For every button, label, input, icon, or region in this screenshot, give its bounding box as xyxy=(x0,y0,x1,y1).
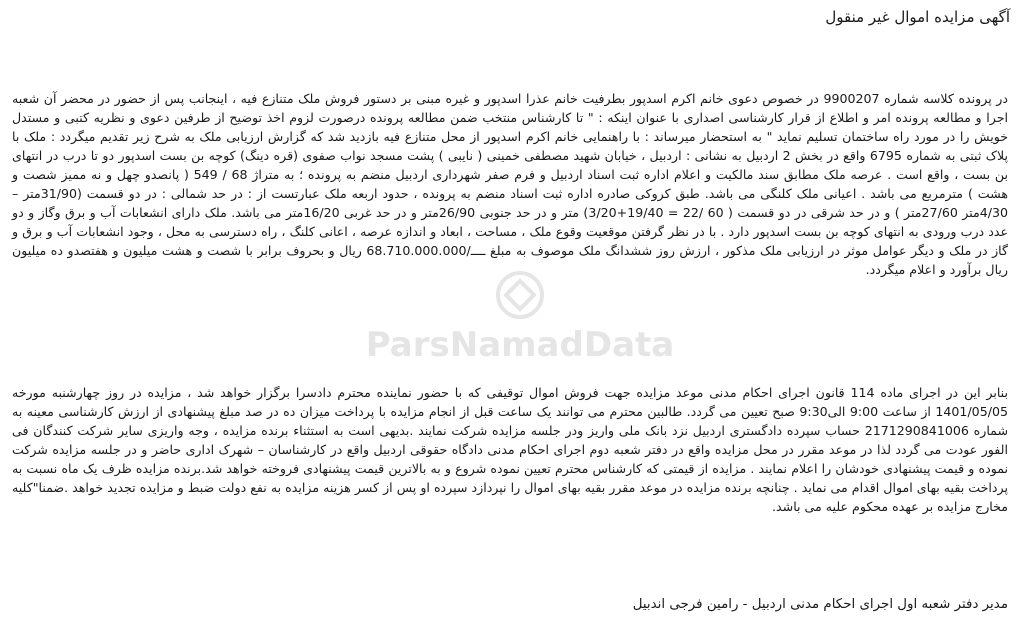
auction-terms-paragraph: بنابر این در اجرای ماده 114 قانون اجرای احکام مدنی موعد مزایده جهت فروش اموال توقیفی که با حضور نماینده محترم دادسرا برگزار خواهد شد ، مزایده در روز چهارشنبه مورخه 1401/05/05 از ساعت 9:00 الی9:30 صبح تعیین می گردد. طالبین محترم می توانند یک ساعت قبل از انجام مزایده با پرداخت میزان ده در صد مبلغ پیشنهادی از ارزش کارشناسی معینه به شماره 2171290841006 حساب سپرده دادگستری اردبیل نزد بانک ملی واریز ودر جلسه مزایده شرکت نمایند .بدیهی است به استثناء برنده مزایده ، وجه واریزی سایر شرکت کنندگان فی الفور عودت می گردد لذا در موعد مقرر در محل مزایده واقع در دفتر شعبه دوم اجرای احکام مدنی دادگاه حقوقی اردبیل واقع در کارشناسان – شهرک اداری حاضر و در جلسه مزایده شرکت نموده و قیمت پیشنهادی خودشان را اعلام نمایند . مزایده از قیمتی که کارشناس محترم تعیین نموده شروع و به بالاترین قیمت پیشنهادی فروخته خواهد شد.برنده مزایده ظرف یک ماه نسبت به پرداخت بقیه بهای اموال اقدام می نماید . چنانچه برنده مزایده در موعد مقرر بقیه بهای اموال را نپردازد سپرده او پس از کسر هزینه مزایده به نفع دولت ضبط و مزایده تجدید خواهد .ضمنا"کلیه مخارج مزایده بر عهده محکوم علیه می باشد. xyxy=(12,384,1008,515)
signature-line: مدیر دفتر شعبه اول اجرای احکام مدنی اردبیل - رامین فرجی اندبیل xyxy=(632,597,1008,612)
watermark-text: ParsNamadData xyxy=(365,325,675,365)
watermark xyxy=(340,265,700,385)
page-title: آگهی مزایده اموال غیر منقول xyxy=(825,8,1010,26)
appraisal-paragraph: در پرونده کلاسه شماره 9900207 در خصوص دعوی خانم اکرم اسدپور بطرفیت خانم عذرا اسدپور و غیره مبنی بر دستور فروش ملک متنازع فیه ، اینجانب پس از حضور در محضر آن شعبه اجرا و مطالعه پرونده امر و اطلاع از قرار کارشناسی اصداری با عنوان اینکه : " تا کارشناس منتخب ضمن مطالعه پرونده درصورت لزوم اخذ توضیح از طرفین دعوی و نظریه کتبی و مستدل خویش را در مورد راه ساختمان تسلیم نماید " به استحضار میرساند : با راهنمایی خانم اکرم اسدپور از محل متنازع فیه بازدید شد که گزارش ارزیابی ملک به شرح زیر تقدیم میگردد : ملک با پلاک ثبتی به شماره 6795 واقع در بخش 2 اردبیل به نشانی : اردبیل ، خیابان شهید مصطفی خمینی ( نایبی ) پشت مسجد نواب صفوی (قره دینگ) کوچه بن بست اسدپور دو تا درب در انتهای بن بست ، واقع است . عرصه ملک مطابق سند مالکیت و اعلام اداره ثبت اسناد اردبیل و فرم صفر شهرداری اردبیل منضم به پرونده ؛ به متراژ 68 / 549 ( پانصدو چهل و نه ممیز شصت و هشت ) مترمربع می باشد . اعیانی ملک کلنگی می باشد. طبق کروکی صادره اداره ثبت اسناد منضم به پرونده ، حدود اربعه ملک عبارتست از : در حد شمالی : در دو قسمت (31/90متر – 4/30متر 27/60متر ) و در حد شرقی در دو قسمت ( 60 /22 = 19/40+3/20) متر و در حد جنوبی 26/90متر و در حد غربی 16/20متر می باشد. ملک دارای انشعابات آب و برق وگاز و دو عدد درب ورودی به انتهای کوچه بن بست اسدپور دارد . با در نظر گرفتن موقعیت وقوع ملک ، مساحت ، ابعاد و اندازه عرصه ، اعانی کلنگ ، راه دسترسی به محل ، وجود انشعابات آب و برق و گاز در ملک و دیگر عوامل موثر در ارزیابی ملک مذکور ، ارزش روز ششدانگ ملک موصوف به مبلغ ــــ/68.710.000.000 ریال و بحروف برابر با شصت و هشت میلیون و هفتصدو ده میلیون ریال برآورد و اعلام میگردد. xyxy=(12,90,1009,278)
